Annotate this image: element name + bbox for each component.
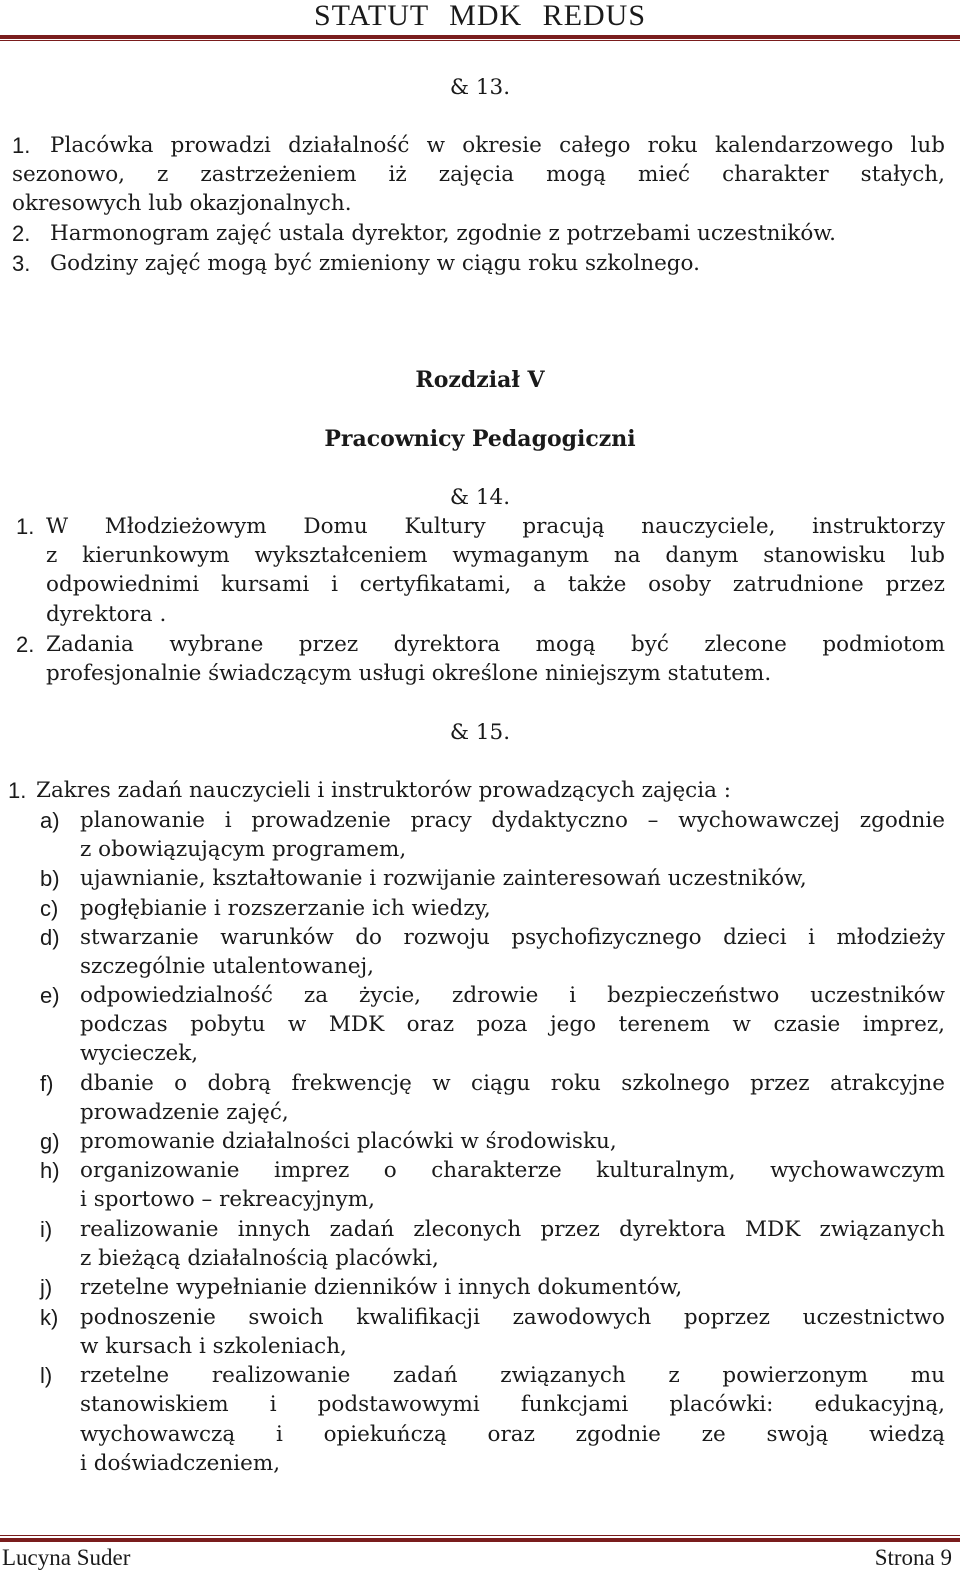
section-13-mark: & 13. <box>449 75 511 100</box>
section-15-mark: & 15. <box>449 720 511 745</box>
s15-intro: Zakres zadań nauczycieli i instruktorów prowadzących zajęcia : <box>36 778 731 803</box>
s15-item-l-line-1: rzetelne realizowanie zadań związanych z powierzonym mu <box>80 1363 945 1388</box>
section-14-mark: & 14. <box>449 485 511 510</box>
s15-item-i-line-2: z bieżącą działalnością placówki, <box>80 1246 439 1271</box>
chapter-title: Rozdział V <box>415 367 545 393</box>
s13-item-2-number: 2. <box>12 221 31 246</box>
s15-item-h-letter: h) <box>40 1158 60 1183</box>
s15-item-h-line-2: i sportowo – rekreacyjnym, <box>80 1187 375 1212</box>
s13-item-3-number: 3. <box>12 251 31 276</box>
s15-item-e-line-3: wycieczek, <box>80 1041 199 1066</box>
s13-item-1-line-1: Placówka prowadzi działalność w okresie całego roku kalendarzowego lub <box>50 133 945 158</box>
s15-item-f-letter: f) <box>40 1071 54 1096</box>
s15-item-i-letter: i) <box>40 1217 53 1242</box>
s15-item-c-line-1: pogłębianie i rozszerzanie ich wiedzy, <box>80 896 491 921</box>
s15-item-i-line-1: realizowanie innych zadań zleconych przez dyrektora MDK związanych <box>80 1217 945 1242</box>
s15-item-e-line-2: podczas pobytu w MDK oraz poza jego terenem w czasie imprez, <box>80 1012 945 1037</box>
s15-item-l-line-4: i doświadczeniem, <box>80 1451 281 1476</box>
s15-item-f-line-1: dbanie o dobrą frekwencję w ciągu roku szkolnego przez atrakcyjne <box>80 1071 945 1096</box>
s14-item-1-line-1: W Młodzieżowym Domu Kultury pracują nauczyciele, instruktorzy <box>46 514 945 539</box>
s13-item-1-line-3: okresowych lub okazjonalnych. <box>12 191 352 216</box>
s15-item-k-line-2: w kursach i szkoleniach, <box>80 1334 347 1359</box>
s13-item-1-number: 1. <box>12 133 31 158</box>
s14-item-1-line-3: odpowiednimi kursami i certyfikatami, a także osoby zatrudnione przez <box>46 572 945 597</box>
s15-item-k-line-1: podnoszenie swoich kwalifikacji zawodowych poprzez uczestnictwo <box>80 1305 945 1330</box>
header-rule <box>0 35 960 39</box>
s13-item-2-line-1: Harmonogram zajęć ustala dyrektor, zgodnie z potrzebami uczestników. <box>50 221 837 246</box>
s15-item-d-line-1: stwarzanie warunków do rozwoju psychofizycznego dzieci i młodzieży <box>80 925 945 950</box>
s15-item-d-line-2: szczególnie utalentowanej, <box>80 954 374 979</box>
s15-item-d-letter: d) <box>40 925 60 950</box>
s15-item-l-line-2: stanowiskiem i podstawowymi funkcjami placówki: edukacyjną, <box>80 1392 945 1417</box>
s14-item-2-number: 2. <box>16 632 35 657</box>
s15-item-k-letter: k) <box>40 1305 59 1330</box>
s14-item-2-line-2: profesjonalnie świadczącym usługi określone niniejszym statutem. <box>46 661 772 686</box>
page-header-title: STATUT MDK REDUS <box>313 0 647 32</box>
footer-rule-thin <box>0 1535 960 1536</box>
header-rule-thin <box>0 40 960 41</box>
s14-item-1-line-2: z kierunkowym wykształceniem wymaganym na danym stanowisku lub <box>46 543 945 568</box>
s15-item-j-line-1: rzetelne wypełnianie dzienników i innych dokumentów, <box>80 1275 683 1300</box>
s15-item-h-line-1: organizowanie imprez o charakterze kulturalnym, wychowawczym <box>80 1158 945 1183</box>
chapter-subtitle: Pracownicy Pedagogiczni <box>324 426 636 452</box>
s14-item-1-line-4: dyrektora . <box>46 602 167 627</box>
s15-item-l-letter: l) <box>40 1363 53 1388</box>
s15-item-f-line-2: prowadzenie zajęć, <box>80 1100 289 1125</box>
footer-page-number: Strona 9 <box>874 1545 952 1570</box>
s15-item-a-line-2: z obowiązującym programem, <box>80 837 407 862</box>
s15-item-b-line-1: ujawnianie, kształtowanie i rozwijanie zainteresowań uczestników, <box>80 866 807 891</box>
s15-item-g-letter: g) <box>40 1129 60 1154</box>
footer-author: Lucyna Suder <box>2 1545 131 1570</box>
s15-item-a-letter: a) <box>40 808 60 833</box>
s15-item-a-line-1: planowanie i prowadzenie pracy dydaktyczno – wychowawczej zgodnie <box>80 808 945 833</box>
s15-item-l-line-3: wychowawczą i opiekuńczą oraz zgodnie ze swoją wiedzą <box>80 1422 945 1447</box>
footer-rule <box>0 1538 960 1542</box>
s13-item-3-line-1: Godziny zajęć mogą być zmieniony w ciągu roku szkolnego. <box>50 251 700 276</box>
s15-intro-number: 1. <box>8 778 27 803</box>
s15-item-j-letter: j) <box>40 1275 53 1300</box>
s15-item-b-letter: b) <box>40 866 60 891</box>
s13-item-1-line-2: sezonowo, z zastrzeżeniem iż zajęcia mogą mieć charakter stałych, <box>12 162 945 187</box>
s14-item-2-line-1: Zadania wybrane przez dyrektora mogą być zlecone podmiotom <box>46 632 945 657</box>
s15-item-e-line-1: odpowiedzialność za życie, zdrowie i bezpieczeństwo uczestników <box>80 983 945 1008</box>
s15-item-g-line-1: promowanie działalności placówki w środowisku, <box>80 1129 617 1154</box>
s15-item-e-letter: e) <box>40 983 60 1008</box>
s14-item-1-number: 1. <box>16 514 35 539</box>
s15-item-c-letter: c) <box>40 896 59 921</box>
